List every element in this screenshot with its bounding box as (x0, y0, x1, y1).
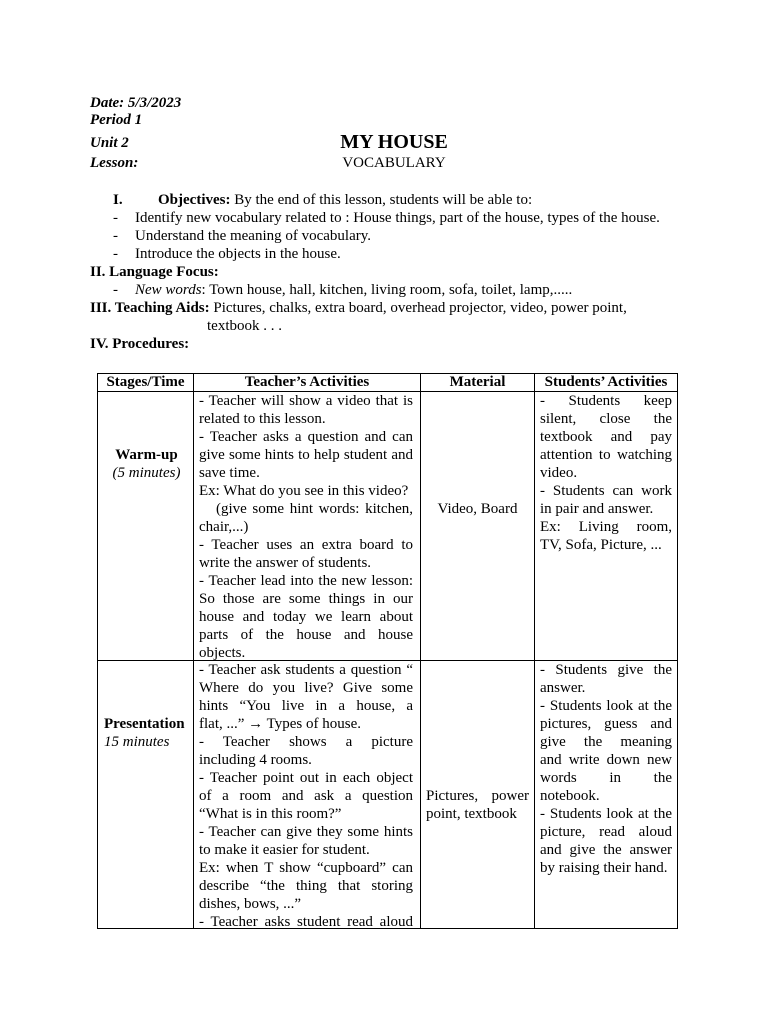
student-activity-line: attention to watching (540, 447, 672, 463)
teacher-activity-line: - Teacher uses an extra board to (199, 537, 413, 553)
page-title: MY HOUSE (340, 131, 448, 153)
teacher-activity-line: (give some hint words: kitchen, (216, 501, 413, 517)
stage-name: Presentation (104, 716, 185, 732)
objective-item (90, 227, 698, 245)
students-activities-cell (535, 392, 678, 661)
student-activity-line: notebook. (540, 788, 600, 804)
objectives-number: I. (113, 192, 123, 208)
bullet-dash: - (113, 210, 118, 226)
student-activity-line: in pair and answer. (540, 501, 654, 517)
student-activity-line: TV, Sofa, Picture, ... (540, 537, 662, 553)
student-activity-line: - Students look at the (540, 698, 672, 714)
material-text: point, textbook (426, 806, 517, 822)
student-activity-line: and give the answer (540, 842, 672, 858)
teacher-activity-line: - Teacher will show a video that is (199, 393, 413, 409)
stage-cell (98, 392, 194, 661)
objectives-intro: By the end of this lesson, students will be able to: (234, 192, 533, 208)
teaching-aids-text: Pictures, chalks, extra board, overhead projector, video, power point, (213, 300, 627, 316)
student-activity-line: - Students keep (540, 393, 672, 409)
teacher-activity-line: hints “You live in a house, a (199, 698, 413, 714)
column-header-stages: Stages/Time (98, 374, 194, 392)
objectives-heading (90, 191, 698, 209)
teaching-aids-continuation: textbook . . . (207, 318, 282, 334)
column-header-students-activities: Students’ Activities (535, 374, 678, 392)
new-words-text: : Town house, hall, kitchen, living room, sofa, toilet, lamp,..... (201, 282, 573, 298)
teacher-activity-line: - Teacher asks a question and can (199, 429, 413, 445)
teacher-activity-line: - Teacher point out in each object (199, 770, 413, 786)
stage-cell (98, 661, 194, 929)
student-activity-line: textbook and pay (540, 429, 672, 445)
teaching-aids-label: III. Teaching Aids: (90, 300, 210, 316)
bullet-dash: - (113, 246, 118, 262)
teacher-activity-line: Ex: when T show “cupboard” can (199, 860, 413, 876)
objective-text: Identify new vocabulary related to : House things, part of the house, types of the house. (135, 210, 660, 226)
teacher-activity-line: write the answer of students. (199, 555, 372, 571)
teacher-activity-line: Ex: What do you see in this video? (199, 483, 409, 499)
stage-time: (5 minutes) (112, 465, 181, 481)
student-activity-line: - Students give the (540, 662, 672, 678)
date-label: Date: 5/3/2023 (90, 95, 182, 111)
student-activity-line: answer. (540, 680, 586, 696)
period-label: Period 1 (90, 112, 143, 128)
teacher-activity-line: - Teacher can give they some hints (199, 824, 413, 840)
teacher-activity-line: parts of the house and house (199, 627, 413, 643)
bullet-dash: - (113, 282, 118, 298)
teacher-activity-line: including 4 rooms. (199, 752, 312, 768)
student-activity-line: words in the (540, 770, 672, 786)
bullet-dash: - (113, 228, 118, 244)
students-activities-cell (535, 661, 678, 929)
teacher-activity-line: of a room and ask a question (199, 788, 413, 804)
student-activity-line: silent, close the (540, 411, 672, 427)
teacher-activity-line: to make it easier for student. (199, 842, 370, 858)
column-header-teacher-activities: Teacher’s Activities (194, 374, 421, 392)
student-activity-line: - Students look at the (540, 806, 672, 822)
student-activity-line: and write down new (540, 752, 672, 768)
student-activity-line: give the meaning (540, 734, 672, 750)
new-words-item (90, 281, 698, 299)
material-text: Video, Board (437, 501, 518, 517)
teacher-activity-line: related to this lesson. (199, 411, 326, 427)
student-activity-line: Ex: Living room, (540, 519, 672, 535)
objective-item (90, 209, 698, 227)
teacher-activity-line: flat, ...” → Types of house. (199, 716, 361, 732)
material-text: Pictures, power (426, 788, 529, 804)
column-header-material: Material (421, 374, 535, 392)
teacher-activity-line: So those are some things in our (199, 591, 413, 607)
language-focus-heading: II. Language Focus: (90, 264, 219, 280)
student-activity-line: - Students can work (540, 483, 672, 499)
teacher-activity-line: - Teacher ask students a question “ (199, 662, 413, 678)
teacher-activity-line: dishes, bows, ...” (199, 896, 302, 912)
material-cell (421, 661, 535, 929)
teacher-activity-line: Where do you live? Give some (199, 680, 413, 696)
teacher-activity-line: house and today we learn about (199, 609, 413, 625)
lesson-plan-body (90, 191, 698, 353)
procedures-table (97, 373, 678, 929)
student-activity-line: by raising their hand. (540, 860, 668, 876)
teacher-activity-line: - Teacher asks student read aloud (199, 914, 413, 929)
teacher-activity-line: chair,...) (199, 519, 249, 535)
new-words-label: New words (135, 282, 202, 298)
teacher-activities-cell (194, 661, 421, 929)
teacher-activity-line: “What is in this room?” (199, 806, 342, 822)
objective-item (90, 245, 698, 263)
objectives-label: Objectives: (158, 192, 231, 208)
teacher-activity-line: save time. (199, 465, 260, 481)
student-activity-line: video. (540, 465, 578, 481)
teacher-activities-cell (194, 392, 421, 661)
teacher-activity-line: give some hints to help student and (199, 447, 413, 463)
teacher-activity-line: - Teacher lead into the new lesson: (199, 573, 413, 589)
student-activity-line: pictures, guess and (540, 716, 672, 732)
unit-label: Unit 2 (90, 135, 129, 151)
objective-text: Understand the meaning of vocabulary. (135, 228, 372, 244)
lesson-label: Lesson: (90, 155, 139, 171)
material-cell (421, 392, 535, 661)
teacher-activity-line: objects. (199, 645, 246, 661)
stage-time: 15 minutes (104, 734, 170, 750)
procedures-heading: IV. Procedures: (90, 336, 190, 352)
teacher-activity-line: describe “the thing that storing (199, 878, 413, 894)
objective-text: Introduce the objects in the house. (135, 246, 341, 262)
student-activity-line: picture, read aloud (540, 824, 672, 840)
lesson-name: VOCABULARY (342, 155, 446, 171)
teacher-activity-line: - Teacher shows a picture (199, 734, 413, 750)
teaching-aids (90, 299, 698, 317)
stage-name: Warm-up (115, 447, 178, 463)
